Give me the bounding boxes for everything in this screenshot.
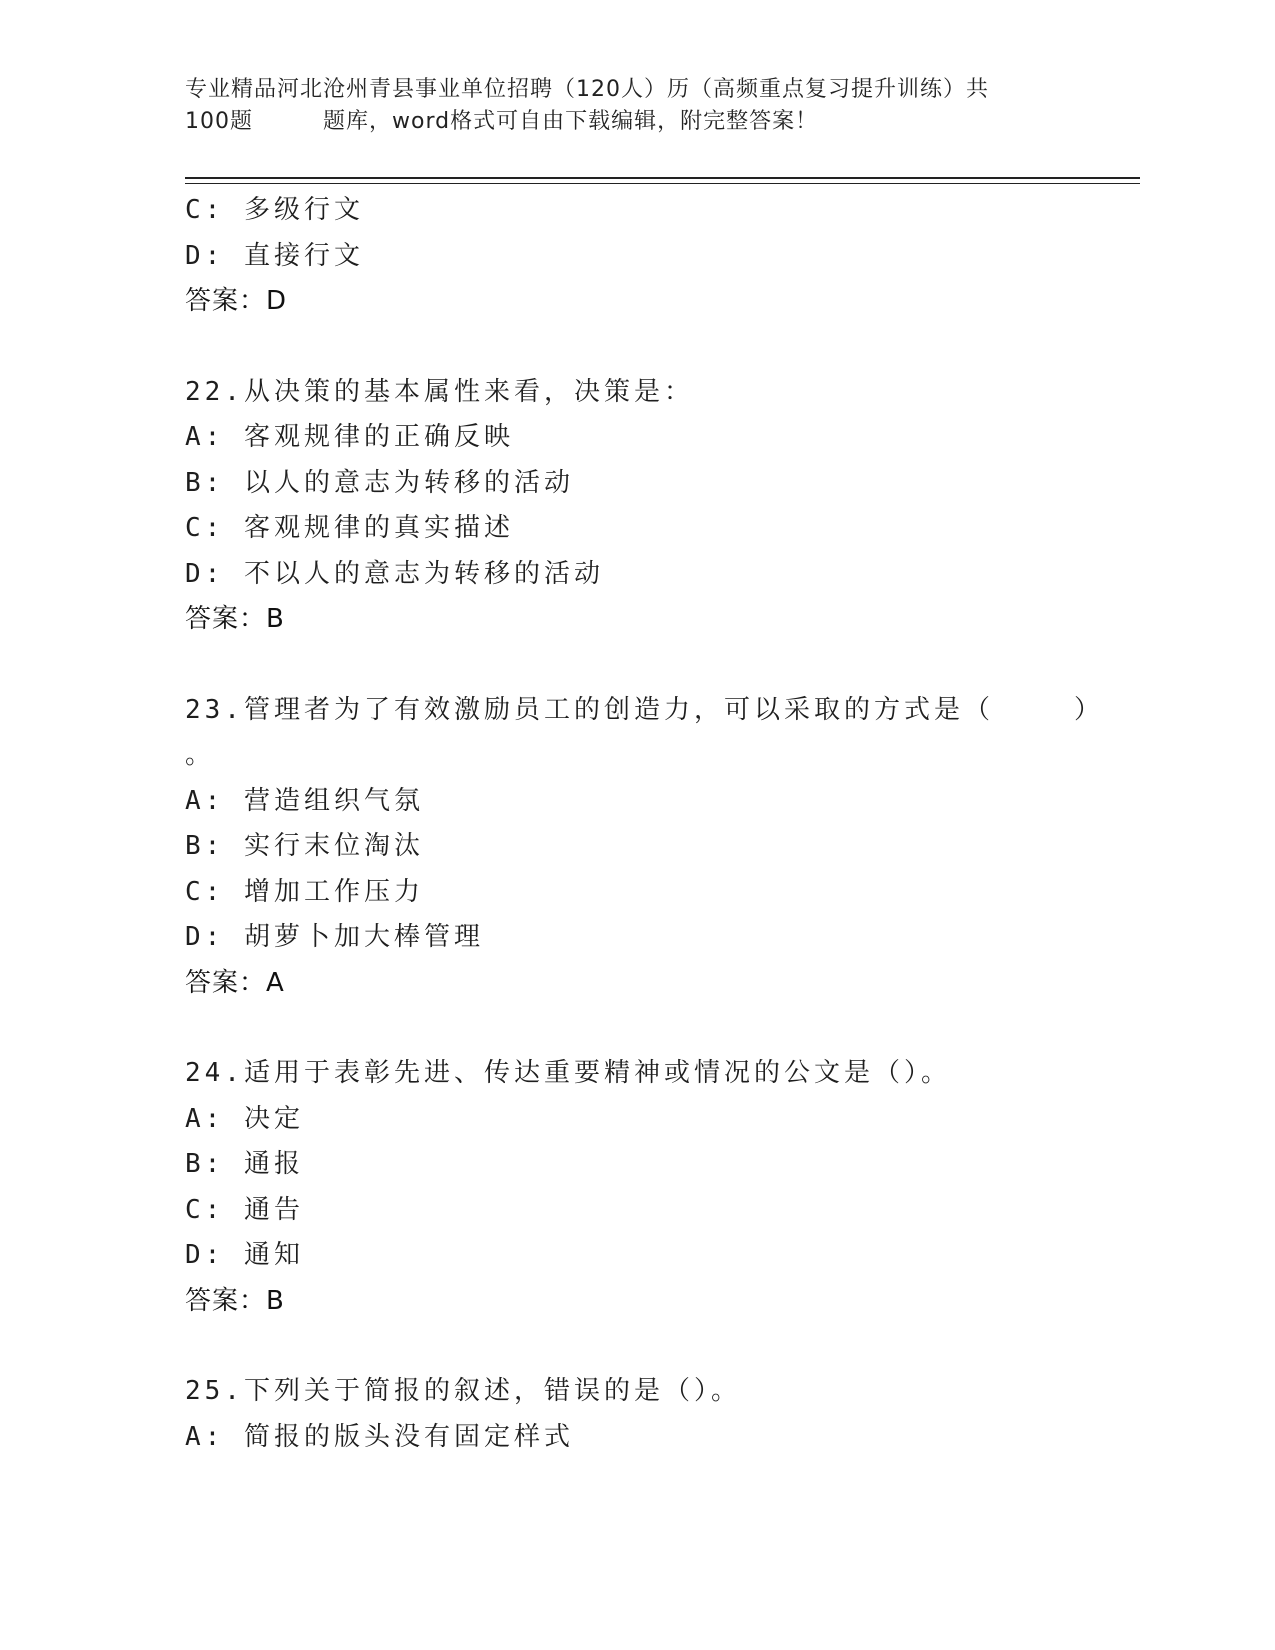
- question-23: [185, 688, 1104, 1007]
- header-divider-thin: [185, 183, 1140, 184]
- question-22: [185, 370, 1085, 643]
- option-a: A: 决定: [185, 1103, 304, 1134]
- answer-line: 答案：D: [185, 286, 288, 316]
- answer-line: 答案：B: [185, 604, 285, 634]
- option-b: B: 实行末位淘汰: [185, 831, 424, 861]
- header-question-count: 100题: [185, 109, 253, 134]
- option-d: D: 通知: [185, 1240, 304, 1270]
- question-stem-text: 23.管理者为了有效激励员工的创造力，可以采取的方式是（: [185, 694, 994, 725]
- option-d: D: 直接行文: [185, 240, 364, 271]
- option-b: B: 通报: [185, 1149, 304, 1179]
- question-25: [185, 1369, 1085, 1460]
- document-header: [185, 74, 1085, 138]
- option-d: D: 胡萝卜加大棒管理: [185, 922, 484, 952]
- question-stem: 22.从决策的基本属性来看，决策是：: [185, 376, 694, 407]
- question-list: [185, 188, 1104, 1460]
- option-c: C: 增加工作压力: [185, 876, 424, 907]
- header-title-line-1: 专业精品河北沧州青县事业单位招聘（120人）历（高频重点复习提升训练）共: [185, 77, 989, 102]
- option-a: A: 简报的版头没有固定样式: [185, 1421, 574, 1452]
- answer-line: 答案：A: [185, 967, 285, 998]
- prev-question-tail: [185, 188, 1085, 325]
- option-b: B: 以人的意志为转移的活动: [185, 467, 574, 498]
- header-title-line-2: [185, 106, 1085, 138]
- question-24: [185, 1051, 1085, 1324]
- option-d: D: 不以人的意志为转移的活动: [185, 558, 604, 589]
- answer-line: 答案：B: [185, 1285, 285, 1316]
- question-stem: 25.下列关于简报的叙述，错误的是（）。: [185, 1376, 741, 1406]
- header-divider-thick: [185, 177, 1140, 179]
- header-description: 题库，word格式可自由下载编辑，附完整答案！: [323, 109, 819, 134]
- option-c: C: 客观规律的真实描述: [185, 513, 514, 543]
- option-c: C: 通告: [185, 1194, 304, 1225]
- question-stem-close: ）: [1073, 694, 1104, 725]
- option-a: A: 客观规律的正确反映: [185, 422, 514, 452]
- question-stem: [185, 688, 1104, 734]
- question-stem: 24.适用于表彰先进、传达重要精神或情况的公文是（）。: [185, 1058, 951, 1088]
- option-a: A: 营造组织气氛: [185, 785, 424, 816]
- question-stem-continuation: 。: [185, 740, 216, 770]
- option-c: C: 多级行文: [185, 195, 364, 225]
